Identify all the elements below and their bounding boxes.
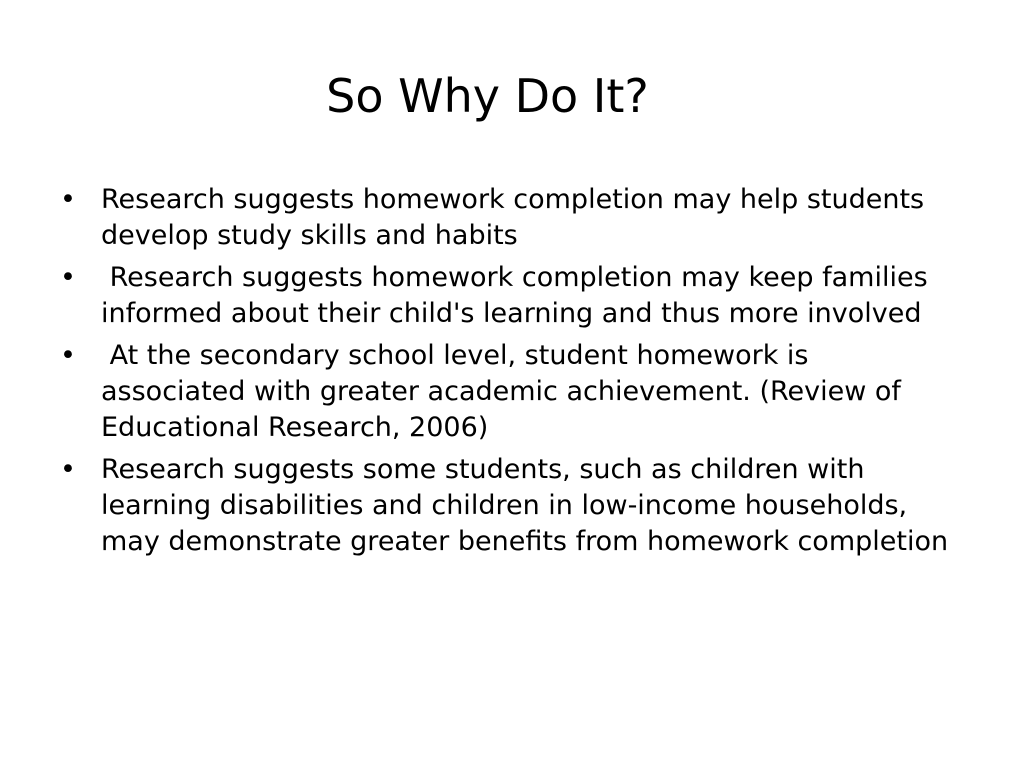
bullet-icon: • <box>60 262 76 293</box>
bullet-icon: • <box>60 454 76 485</box>
slide-title: So Why Do It? <box>326 69 649 123</box>
bullet-icon: • <box>60 340 76 371</box>
bullet-item <box>60 182 960 254</box>
bullet-icon: • <box>60 184 76 215</box>
bullet-item <box>60 338 960 446</box>
bullet-item <box>60 452 960 560</box>
bullet-text: Research suggests homework completion may keep families informed about their child's learning and thus more involved <box>101 262 937 329</box>
bullet-text: Research suggests some students, such as children with learning disabilities and children in low-income households, may demonstrate greater benefits from homework completion <box>101 454 949 557</box>
bullet-item <box>60 260 960 332</box>
bullet-text: Research suggests homework completion may help students develop study skills and habits <box>101 184 933 251</box>
bullet-text: At the secondary school level, student homework is associated with greater academic achievement. (Review of Educational Research, 2006) <box>101 340 910 443</box>
bullet-list <box>60 182 960 566</box>
